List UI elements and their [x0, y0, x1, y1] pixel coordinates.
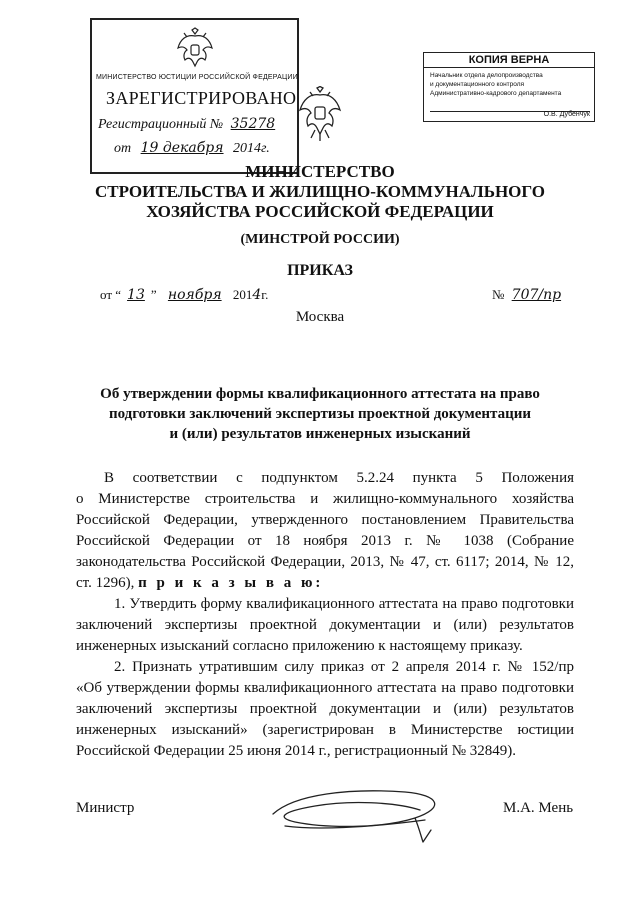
- signer-position: Министр: [76, 800, 135, 816]
- copy-stamp-line-1: Начальник отдела делопроизводства: [430, 72, 543, 79]
- reg-date-value: 19 декабря: [140, 140, 224, 156]
- reg-number-row: [98, 116, 275, 133]
- item2-line-3: заключений экспертизы проектной документации и (или) результатов: [76, 701, 574, 717]
- item2-line-1: 2. Признать утратившим силу приказ от 2 апреля 2014 г. № 152/пр: [114, 659, 574, 675]
- coat-of-arms-icon: [172, 26, 218, 72]
- copy-stamp-line-3: Административно-кадрового департамента: [430, 90, 562, 97]
- intro-line-1: В соответствии с подпунктом 5.2.24 пункта 5 Положения: [104, 470, 574, 486]
- copy-stamp-signer: О.В. Дубенчук: [543, 111, 590, 118]
- intro-line-3: Российской Федерации, утвержденного постановлением Правительства: [76, 512, 574, 528]
- order-year-suffix: г.: [261, 287, 269, 302]
- copy-stamp-line-2: и документационного контроля: [430, 81, 525, 88]
- copy-stamp-title: КОПИЯ ВЕРНА: [424, 54, 594, 68]
- item1-line-3: инженерных изысканий согласно приложению к настоящему приказу.: [76, 638, 523, 654]
- order-date: от “ 13 ” ноября 2014г.: [100, 287, 269, 303]
- order-date-prefix: от: [100, 287, 113, 302]
- ministry-line-2: СТРОИТЕЛЬСТВА И ЖИЛИЩНО-КОММУНАЛЬНОГО: [94, 182, 546, 201]
- item1-line-2: заключений экспертизы проектной документации и (или) результатов: [76, 617, 574, 633]
- order-month: ноября: [167, 287, 222, 303]
- reg-title: ЗАРЕГИСТРИРОВАНО: [106, 88, 297, 108]
- reg-year: 2014г.: [233, 141, 270, 156]
- reg-date-row: [114, 140, 270, 157]
- intro-last-line: [76, 573, 323, 595]
- intro-last-prefix: ст. 1296),: [76, 575, 135, 591]
- intro-line-4: Российской Федерации от 18 ноября 2013 г. № 1038 (Собрание: [76, 533, 574, 549]
- copy-verified-stamp: [423, 52, 595, 122]
- subject-line-2: подготовки заключений экспертизы проектной документации: [108, 406, 532, 422]
- order-number: [492, 287, 565, 303]
- ministry-line-3: ХОЗЯЙСТВА РОССИЙСКОЙ ФЕДЕРАЦИИ: [146, 202, 494, 221]
- reg-number-value: 35278: [230, 116, 276, 132]
- subject-line-1: Об утверждении формы квалификационного аттестата на право: [100, 386, 540, 402]
- order-number-value: 707/пр: [511, 287, 562, 303]
- order-number-prefix: №: [492, 287, 505, 302]
- reg-date-prefix: от: [114, 141, 132, 156]
- double-headed-eagle-icon: [296, 86, 344, 142]
- item2-line-2: «Об утверждении формы квалификационного аттестата на право подготовки: [76, 680, 574, 696]
- document-type: ПРИКАЗ: [287, 262, 353, 279]
- ministry-line-1: МИНИСТЕРСТВО: [245, 162, 395, 181]
- item2-line-4: инженерных изысканий» (зарегистрирован в Министерстве юстиции: [76, 722, 574, 738]
- intro-line-2: о Министерстве строительства и жилищно-коммунального хозяйства: [76, 491, 574, 507]
- order-word: п р и к а з ы в а ю:: [138, 575, 324, 591]
- intro-line-5: законодательства Российской Федерации, 2013, № 47, ст. 6117; 2014, № 12,: [76, 554, 574, 570]
- ministry-abbreviation: (МИНСТРОЙ РОССИИ): [240, 232, 400, 247]
- reg-ministry-name: МИНИСТЕРСТВО ЮСТИЦИИ РОССИЙСКОЙ ФЕДЕРАЦИИ: [96, 74, 298, 81]
- order-year-prefix: 201: [232, 287, 253, 302]
- signer-name: М.А. Мень: [503, 800, 574, 816]
- order-year-digit: 4: [252, 287, 262, 303]
- order-day: 13: [127, 287, 145, 303]
- item1-line-1: 1. Утвердить форму квалификационного аттестата на право подготовки: [114, 596, 574, 612]
- handwritten-signature: [255, 770, 455, 850]
- city: Москва: [295, 309, 345, 325]
- subject-line-3: и (или) результатов инженерных изысканий: [169, 426, 471, 442]
- item2-line-5: Российской Федерации 25 июня 2014 г., регистрационный № 32849).: [76, 743, 517, 759]
- reg-number-label: Регистрационный №: [98, 117, 224, 132]
- registration-stamp: [90, 18, 299, 174]
